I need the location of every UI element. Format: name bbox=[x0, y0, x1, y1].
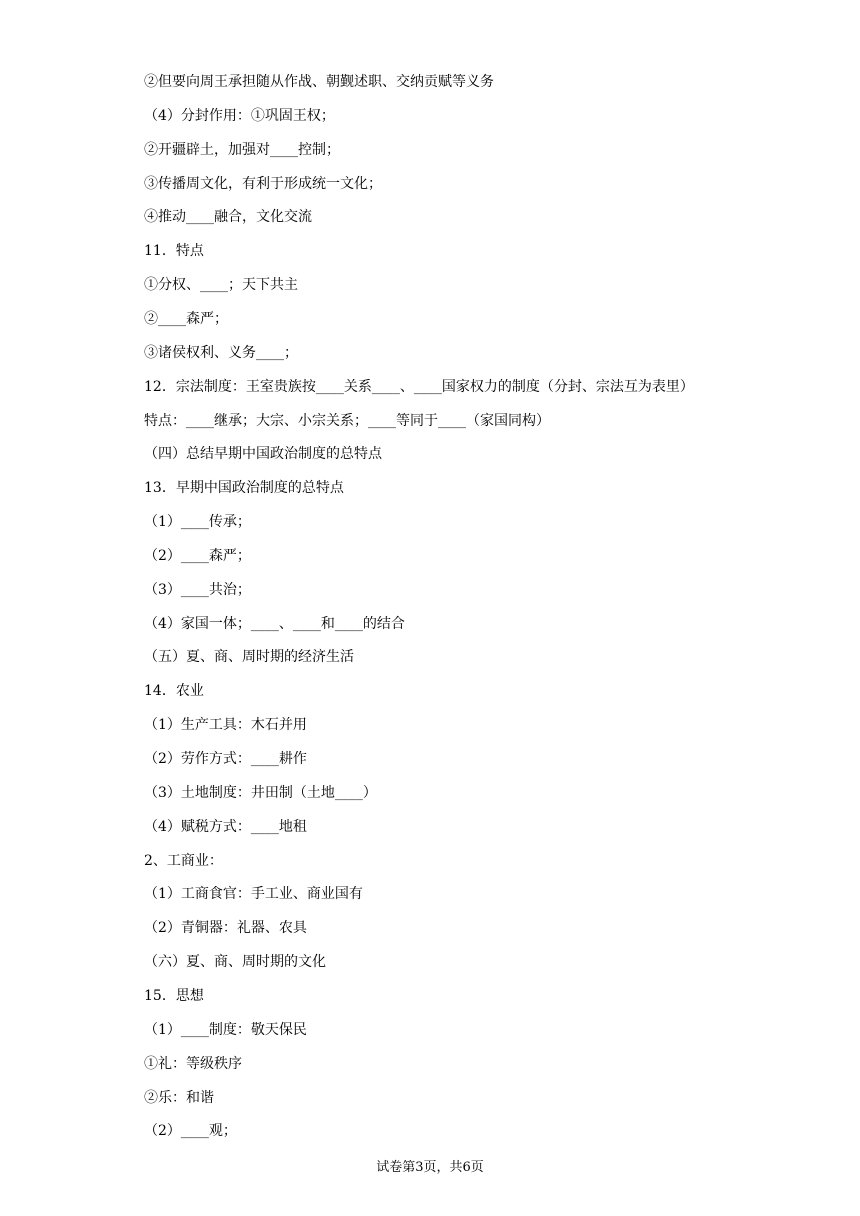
text-line: ③传播周文化，有利于形成统一文化； bbox=[144, 175, 382, 192]
text-line: （4）家国一体；____、____和____的结合 bbox=[144, 615, 405, 632]
text-line: （4）赋税方式：____地租 bbox=[144, 818, 307, 835]
text-line: （3）____共治； bbox=[144, 581, 251, 598]
text-line: （2）____森严； bbox=[144, 547, 251, 564]
text-line: ④推动____融合，文化交流 bbox=[144, 209, 312, 226]
text-line: ①分权、____；天下共主 bbox=[144, 277, 298, 294]
text-line: （3）土地制度：井田制（土地____） bbox=[144, 784, 377, 801]
text-line: ②乐：和谐 bbox=[144, 1089, 214, 1106]
text-line: ③诸侯权利、义务____； bbox=[144, 344, 298, 361]
text-line: 11．特点 bbox=[144, 243, 204, 260]
text-line: （1）____制度：敬天保民 bbox=[144, 1021, 307, 1038]
page-footer: 试卷第3页，共6页 bbox=[376, 1160, 484, 1175]
text-line: ②开疆辟土，加强对____控制； bbox=[144, 141, 340, 158]
text-line: （2）劳作方式：____耕作 bbox=[144, 751, 307, 767]
text-line: ②____森严； bbox=[144, 310, 228, 327]
text-line: （五）夏、商、周时期的经济生活 bbox=[144, 649, 354, 666]
text-line: 14．农业 bbox=[144, 683, 204, 700]
text-line: （2）青铜器：礼器、农具 bbox=[144, 920, 307, 937]
text-line: （1）工商食官：手工业、商业国有 bbox=[144, 886, 363, 903]
text-line: （六）夏、商、周时期的文化 bbox=[144, 954, 326, 971]
text-line: ①礼：等级秩序 bbox=[144, 1055, 242, 1072]
text-line: （2）____观； bbox=[144, 1123, 237, 1140]
text-line: （四）总结早期中国政治制度的总特点 bbox=[144, 446, 382, 463]
text-line: 15．思想 bbox=[144, 987, 204, 1004]
text-line: （4）分封作用：①巩固王权； bbox=[144, 107, 335, 124]
text-line: （1）生产工具：木石并用 bbox=[144, 717, 307, 734]
text-line: 特点：____继承；大宗、小宗关系；____等同于____（家国同构） bbox=[144, 412, 550, 429]
text-line: 12．宗法制度：王室贵族按____关系____、____国家权力的制度（分封、宗法互为表里） bbox=[144, 378, 694, 395]
text-line: （1）____传承； bbox=[144, 514, 251, 531]
text-line: 2、工商业： bbox=[144, 852, 223, 869]
text-line: 13．早期中国政治制度的总特点 bbox=[144, 480, 344, 497]
text-line: ②但要向周王承担随从作战、朝觐述职、交纳贡赋等义务 bbox=[144, 74, 494, 90]
